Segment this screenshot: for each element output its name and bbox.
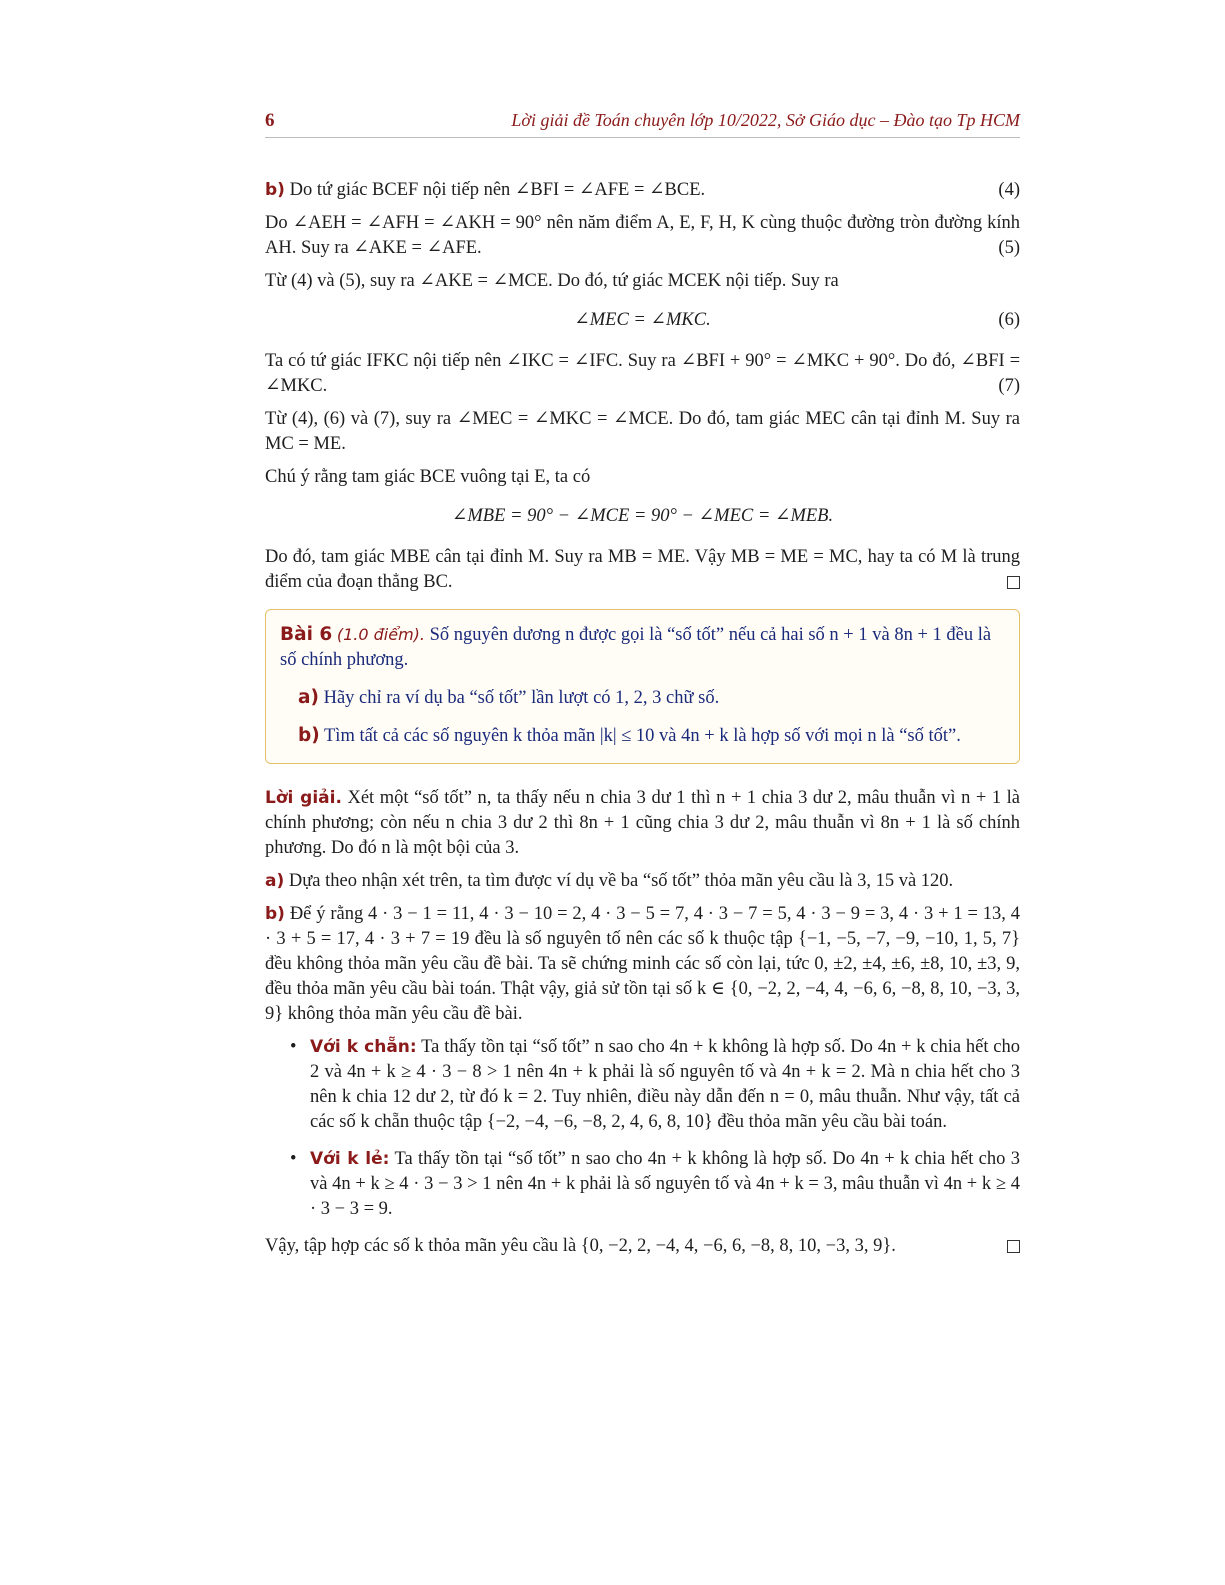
paragraph: Từ (4), (6) và (7), suy ra ∠MEC = ∠MKC = ∠MCE. Do đó, tam giác MEC cân tại đỉnh M. Suy ra MC = ME.	[265, 409, 1020, 454]
item-label: a)	[298, 687, 319, 708]
problem-points: (1.0 điểm).	[336, 625, 426, 644]
page-number: 6	[265, 110, 275, 131]
page-header	[265, 105, 1020, 138]
text-line: Do ∠AEH = ∠AFH = ∠AKH = 90° nên năm điểm A, E, F, H, K cùng thuộc đường tròn đường kính AH. Suy ra ∠AKE = ∠AFE.	[265, 213, 1020, 258]
item-text: Hãy chỉ ra ví dụ ba “số tốt” lần lượt có 1, 2, 3 chữ số.	[323, 688, 720, 708]
paragraph	[265, 1234, 1020, 1259]
document-page	[265, 105, 1020, 1267]
bullet-text: Ta thấy tồn tại “số tốt” n sao cho 4n + k không là hợp số. Do 4n + k chia hết cho 2 và 4n + k ≥ 4 · 3 − 8 > 1 nên 4n + k phải là số nguyên tố và 4n + k = 2. Mà n chia hết cho 3 nên k chia 12 dư 2, từ đó k = 2. Tuy nhiên, điều này dẫn đến n = 0, mâu thuẫn. Như vậy, tất cả các số k chẵn thuộc tập {−2, −4, −6, −8, 2, 4, 6, 8, 10} đều thỏa mãn yêu cầu bài toán.	[310, 1037, 1020, 1132]
paragraph: Chú ý rằng tam giác BCE vuông tại E, ta có	[265, 467, 591, 487]
problem-box	[265, 609, 1020, 764]
paragraph	[265, 902, 1020, 1027]
text-line: Dựa theo nhận xét trên, ta tìm được ví dụ về ba “số tốt” thỏa mãn yêu cầu là 3, 15 và 120.	[288, 871, 954, 891]
item-label: b)	[298, 725, 320, 746]
part-label: b)	[265, 904, 285, 924]
list-item	[290, 1147, 1020, 1222]
bullet-icon: •	[290, 1149, 297, 1169]
problem-text: Số nguyên dương n được gọi là “số tốt” nếu cả hai số n + 1 và 8n + 1 đều là số chính phương.	[280, 625, 992, 670]
text-line: Do đó, tam giác MBE cân tại đỉnh M. Suy ra MB = ME. Vậy MB = ME = MC, hay ta có M là trung điểm của đoạn thẳng BC.	[265, 547, 1020, 592]
display-equation	[265, 308, 1020, 333]
paragraph	[265, 869, 1020, 894]
paragraph	[265, 786, 1020, 861]
equation-number: (6)	[998, 310, 1020, 330]
bullet-list	[265, 1035, 1020, 1222]
bullet-lead: Với k lẻ:	[310, 1149, 390, 1169]
list-item	[290, 1035, 1020, 1135]
equation-text: ∠MEC = ∠MKC.	[574, 310, 711, 330]
solution-label: Lời giải.	[265, 788, 342, 808]
equation-number: (7)	[998, 376, 1020, 396]
problem-statement	[280, 622, 1005, 673]
paragraph	[265, 545, 1020, 595]
text-line: Do tứ giác BCEF nội tiếp nên ∠BFI = ∠AFE = ∠BCE.	[289, 180, 706, 200]
equation-text: ∠MBE = 90° − ∠MCE = 90° − ∠MEC = ∠MEB.	[451, 506, 834, 526]
bullet-text: Ta thấy tồn tại “số tốt” n sao cho 4n + k không là hợp số. Do 4n + k chia hết cho 3 và 4n + k ≥ 4 · 3 − 3 > 1 nên 4n + k phải là số nguyên tố và 4n + k = 3, mâu thuẫn vì 4n + k ≥ 4 · 3 − 3 = 9.	[310, 1149, 1020, 1219]
equation-number: (4)	[998, 180, 1020, 200]
text-line: Xét một “số tốt” n, ta thấy nếu n chia 3 dư 1 thì n + 1 chia 3 dư 2, mâu thuẫn vì n + 1 là chính phương; còn nếu n chia 3 dư 2 thì 8n + 1 cũng chia 3 dư 2, mâu thuẫn vì 8n + 1 là số chính phương. Do đó n là một bội của 3.	[265, 788, 1021, 858]
problem-title: Bài 6	[280, 624, 333, 645]
equation-number: (5)	[998, 238, 1020, 258]
text-line: Ta có tứ giác IFKC nội tiếp nên ∠IKC = ∠IFC. Suy ra ∠BFI + 90° = ∠MKC + 90°. Do đó, ∠BFI = ∠MKC.	[265, 351, 1020, 396]
bullet-icon: •	[290, 1037, 297, 1057]
part-label: b)	[265, 180, 285, 200]
paragraph: Từ (4) và (5), suy ra ∠AKE = ∠MCE. Do đó, tứ giác MCEK nội tiếp. Suy ra	[265, 271, 839, 291]
bullet-lead: Với k chẵn:	[310, 1037, 417, 1057]
problem-item-b	[298, 723, 1005, 749]
paragraph	[265, 211, 1020, 261]
geometry-part-b	[265, 178, 1020, 595]
part-label: a)	[265, 871, 285, 891]
display-equation	[265, 504, 1020, 529]
paragraph	[265, 349, 1020, 399]
qed-icon	[1007, 1240, 1020, 1253]
qed-icon	[1007, 576, 1020, 589]
problem-item-a	[298, 685, 1005, 711]
conclusion: Vậy, tập hợp các số k thỏa mãn yêu cầu là {0, −2, 2, −4, 4, −6, 6, −8, 8, 10, −3, 3, 9}.	[265, 1236, 896, 1256]
solution	[265, 786, 1020, 1259]
running-title: Lời giải đề Toán chuyên lớp 10/2022, Sở Giáo dục – Đào tạo Tp HCM	[511, 110, 1020, 130]
paragraph	[265, 178, 1020, 203]
text-line: Để ý rằng 4 · 3 − 1 = 11, 4 · 3 − 10 = 2, 4 · 3 − 5 = 7, 4 · 3 − 7 = 5, 4 · 3 − 9 = 3, 4 · 3 + 1 = 13, 4 · 3 + 5 = 17, 4 · 3 + 7 = 19 đều là số nguyên tố nên các số k thuộc tập {−1, −5, −7, −9, −10, 1, 5, 7} đều không thỏa mãn yêu cầu đề bài. Ta sẽ chứng minh các số còn lại, tức 0, ±2, ±4, ±6, ±8, 10, ±3, 9, đều thỏa mãn yêu cầu bài toán. Thật vậy, giả sử tồn tại số k ∈ {0, −2, 2, −4, 4, −6, 6, −8, 8, 10, −3, 3, 9} không thỏa mãn yêu cầu đề bài.	[265, 904, 1021, 1024]
item-text: Tìm tất cả các số nguyên k thỏa mãn |k| ≤ 10 và 4n + k là hợp số với mọi n là “số tốt”.	[324, 726, 961, 746]
